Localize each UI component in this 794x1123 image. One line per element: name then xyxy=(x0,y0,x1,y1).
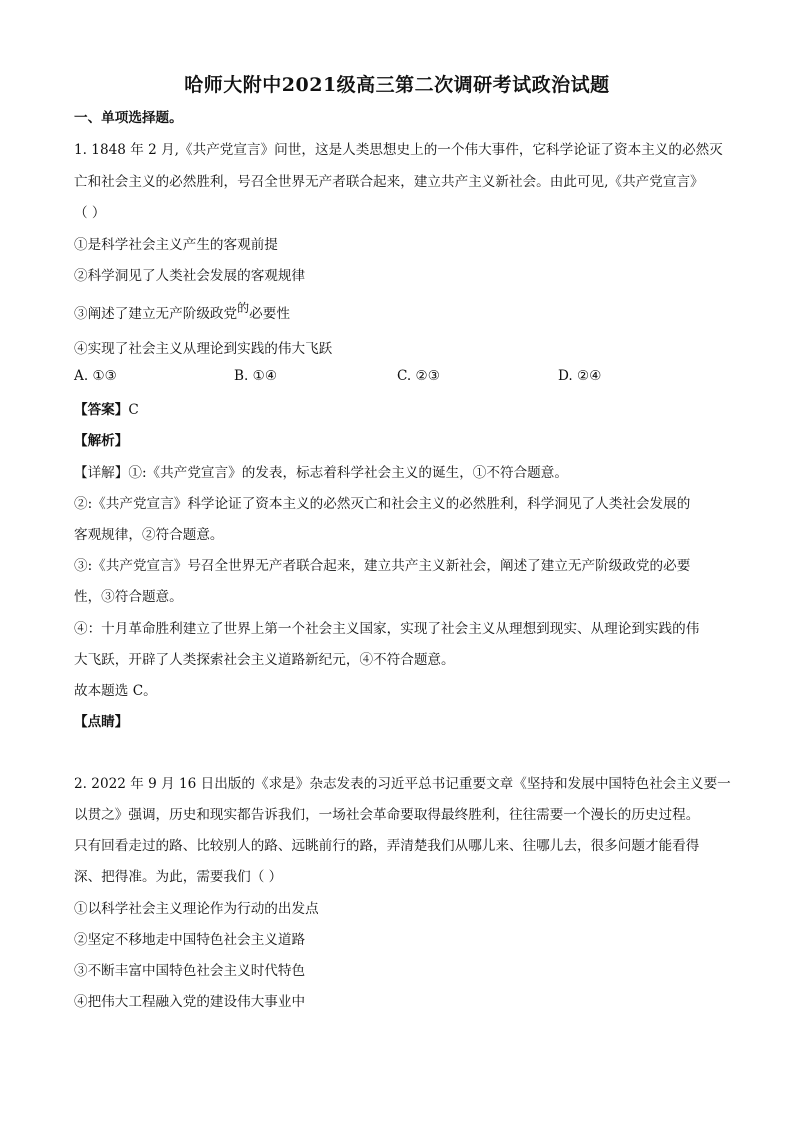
option-d: D. ②④ xyxy=(558,368,602,384)
q1-item-part: ③阐述了建立无产阶级政党 xyxy=(74,306,238,322)
page-title: 哈师大附中2021级高三第二次调研考试政治试题 xyxy=(184,74,610,96)
q1-item-part: 必要性 xyxy=(249,306,290,322)
answer-line xyxy=(74,400,724,420)
q1-stem-line: 1. 1848 年 2 月,《共产党宣言》问世，这是人类思想史上的一个伟大事件，它科学论证了资本主义的必然灭 xyxy=(74,142,723,158)
option-c: C. ②③ xyxy=(397,368,440,384)
comment-tag-text: 【点睛】 xyxy=(74,714,129,730)
detail-line: ③:《共产党宣言》号召全世界无产者联合起来，建立共产主义新社会，阐述了建立无产阶级政党的必要 xyxy=(74,558,691,574)
detail-line: 故本题选 C。 xyxy=(74,683,157,699)
section-heading: 一、单项选择题。 xyxy=(74,110,183,126)
detail-line: 客观规律，②符合题意。 xyxy=(74,527,224,543)
option-a: A. ①③ xyxy=(74,368,117,384)
analysis-tag-text: 【解析】 xyxy=(74,433,129,449)
q1-item: ④实现了社会主义从理论到实践的伟大飞跃 xyxy=(74,341,333,357)
q1-item xyxy=(74,301,724,324)
detail-line: ②:《共产党宣言》科学论证了资本主义的必然灭亡和社会主义的必然胜利，科学洞见了人类社会发展的 xyxy=(74,496,691,512)
q1-item: ①是科学社会主义产生的客观前提 xyxy=(74,237,278,253)
q2-item: ①以科学社会主义理论作为行动的出发点 xyxy=(74,901,319,917)
detail-line: 性，③符合题意。 xyxy=(74,589,183,605)
detail-line: ④：十月革命胜利建立了世界上第一个社会主义国家，实现了社会主义从理想到现实、从理论到实践的伟 xyxy=(74,621,700,637)
q1-options xyxy=(74,368,724,388)
q2-item: ②坚定不移地走中国特色社会主义道路 xyxy=(74,932,306,948)
q1-item: ②科学洞见了人类社会发展的客观规律 xyxy=(74,268,306,284)
q2-stem-line: 2. 2022 年 9 月 16 日出版的《求是》杂志发表的习近平总书记重要文章《坚持和发展中国特色社会主义要一 xyxy=(74,776,731,792)
detail-line: 【详解】①:《共产党宣言》的发表，标志着科学社会主义的诞生，①不符合题意。 xyxy=(74,465,568,481)
q2-stem-line: 深、把得准。为此，需要我们（ ） xyxy=(74,869,283,885)
q2-stem-line: 只有回看走过的路、比较别人的路、远眺前行的路，弄清楚我们从哪儿来、往哪儿去，很多问题才能看得 xyxy=(74,838,700,854)
q1-stem-line: 亡和社会主义的必然胜利，号召全世界无产者联合起来，建立共产主义新社会。由此可见,《共产党宣言》 xyxy=(74,174,704,190)
q2-item: ④把伟大工程融入党的建设伟大事业中 xyxy=(74,994,306,1010)
option-b: B. ①④ xyxy=(234,368,278,384)
analysis-tag xyxy=(74,431,724,451)
detail-line: 大飞跃，开辟了人类探索社会主义道路新纪元，④不符合题意。 xyxy=(74,652,455,668)
answer-value: C xyxy=(128,402,139,418)
q1-item-superscript: 的 xyxy=(237,301,250,315)
q2-stem-line: 以贯之》强调，历史和现实都告诉我们，一场社会革命要取得最终胜利，往往需要一个漫长的历史过程。 xyxy=(74,807,700,823)
q1-stem-line: （ ） xyxy=(74,205,106,221)
comment-tag xyxy=(74,712,724,732)
answer-tag: 【答案】 xyxy=(74,402,129,418)
q2-item: ③不断丰富中国特色社会主义时代特色 xyxy=(74,963,306,979)
